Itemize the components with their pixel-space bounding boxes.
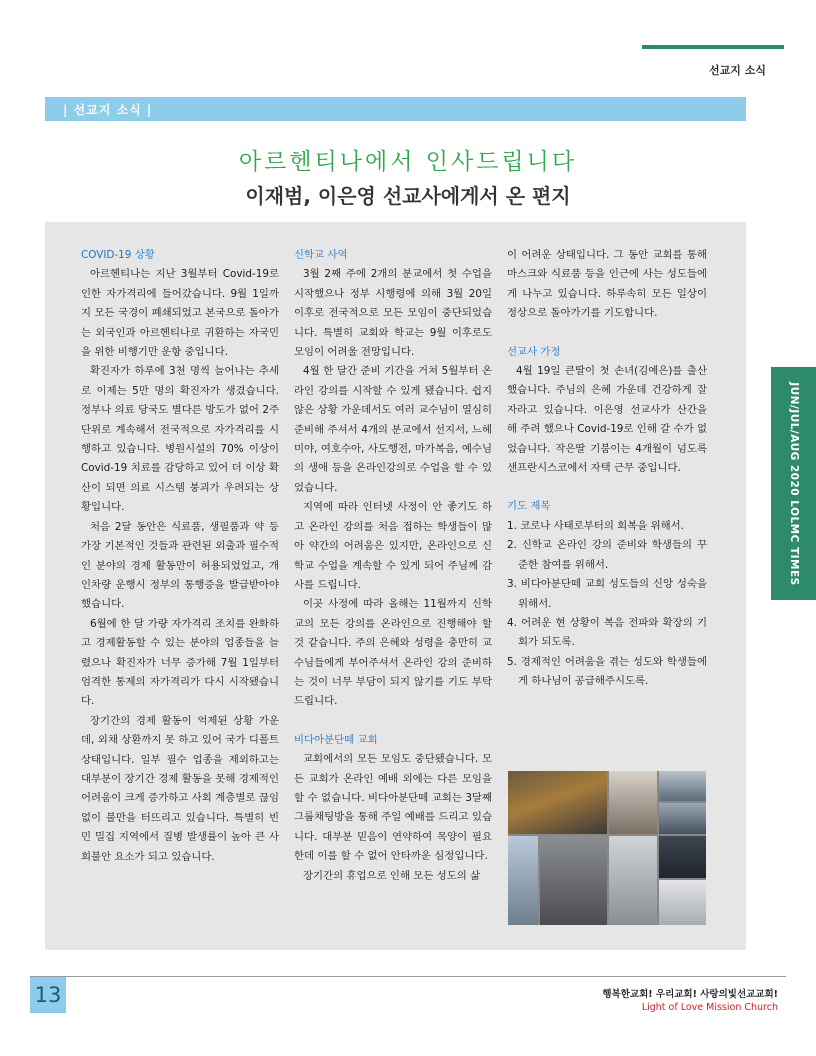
column-1 <box>81 246 279 867</box>
section-banner <box>45 97 746 121</box>
section-banner-label: | 선교지 소식 | <box>63 103 153 117</box>
heading-seminary: 신학교 사역 <box>294 249 348 261</box>
side-issue-tab <box>771 367 816 600</box>
paragraph: 4월 한 달간 준비 기간을 거쳐 5월부터 온라인 강의를 시작할 수 있게 됐습니다. 쉽지 않은 상황 가운데서도 여러 교수님이 열심히 준비해 주셔서 4개의 분교에서 선지서, 느헤미야, 여호수아, 사도행전, 마가복음, 예수님의 생애 등을 온라인강의로 수업을 할 수 있었습니다. <box>294 365 492 494</box>
paragraph: 처음 2달 동안은 식료품, 생필품과 약 등 가장 기본적인 것들과 관련된 외출과 필수적인 분야의 경제 활동만이 허용되었었고, 개인차량 운행시 정부의 통행증을 발급받아야 했습니다. <box>81 520 279 611</box>
side-issue-label: JUN/JUL/AUG 2020 LOLMC TIMES <box>787 381 800 586</box>
prayer-item: 4. 어려운 현 상황이 복음 전파와 확장의 기회가 되도록. <box>507 616 707 649</box>
heading-prayer: 기도 제목 <box>507 500 551 513</box>
photo-video-call <box>659 803 706 834</box>
paragraph: 3월 2째 주에 2개의 분교에서 첫 수업을 시작했으나 정부 시행령에 의해 3월 20일 이후로 전국적으로 모든 모임이 중단되었습니다. 특별히 교회와 학교는 9월 이후로도 모임이 어려울 전망입니다. <box>294 268 492 359</box>
article-body <box>45 222 746 950</box>
column-3 <box>507 246 707 692</box>
article-title-script: 아르헨티나에서 인사드립니다 <box>238 149 578 175</box>
footer-divider <box>30 976 786 977</box>
column-2 <box>294 246 492 886</box>
photo-city-obelisk <box>508 836 538 925</box>
photo-street-crowd <box>508 771 607 834</box>
header-accent-bar <box>642 45 784 49</box>
paragraph: 6월에 한 달 가량 자가격리 조치를 완화하고 경제활동할 수 있는 분야의 업종들을 늘렸으나 확진자가 너무 증가해 7월 1일부터 엄격한 통제의 자가격리가 다시 시작됐습니다. <box>81 617 279 708</box>
prayer-item: 2. 신학교 온라인 강의 준비와 학생들의 꾸준한 참여를 위해서. <box>507 539 707 571</box>
prayer-item: 5. 경제적인 어려움을 겪는 성도와 학생들에게 하나님이 공급해주시도록. <box>507 655 707 688</box>
footer-slogan: 행복한교회! 우리교회! 사랑의빛선교교회! <box>602 989 778 1000</box>
photo-online-class <box>659 880 706 925</box>
paragraph: 장기간의 휴업으로 인해 모든 성도의 삶 <box>303 869 481 882</box>
photo-collage <box>508 771 706 925</box>
photo-online-class <box>659 836 706 878</box>
paragraph: 4월 19일 큰딸이 첫 손녀(김예은)를 출산했습니다. 주님의 은혜 가운데 건강하게 잘 자라고 있습니다. 이은영 선교사가 산간을 해 주려 했으나 Covid-19로 인해 갈 수가 없었습니다. 작은딸 기붐이는 4개월이 넘도록 샌프란시스코에서 자택 근무 중입니다. <box>507 365 707 475</box>
heading-covid: COVID-19 상황 <box>81 249 155 261</box>
photo-video-call <box>659 771 706 801</box>
footer-church-name: Light of Love Mission Church <box>641 1002 778 1013</box>
article-title: 이재범, 이은영 선교사에게서 온 편지 <box>245 184 571 208</box>
prayer-item: 3. 비다아분단떼 교회 성도들의 신앙 성숙을 위해서. <box>507 578 707 610</box>
paragraph: 장기간의 경제 활동이 억제된 상황 가운데, 외채 상환까지 못 하고 있어 국가 디폴트 상태입니다. 일부 필수 업종을 제외하고는 대부분이 장기간 경제 활동을 못해 경제적인 어려움이 크게 증가하고 사회 계층별로 끊임없이 불만을 터뜨리고 있습니다. 특별히 빈민 밀집 지역에서 질병 발생률이 높아 큰 사회불안 요소가 되고 있습니다. <box>81 714 279 863</box>
paragraph: 아르헨티나는 지난 3월부터 Covid-19로 인한 자가격리에 들어갔습니다. 9월 1일까지 모든 국경이 폐쇄되었고 본국으로 돌아가는 외국인과 아르헨티나로 귀환하는 자국민을 위한 비행기만 운항 중입니다. <box>81 268 279 359</box>
photo-masked-group <box>540 836 607 925</box>
paragraph: 이 어려운 상태입니다. 그 동안 교회를 통해 마스크와 식료품 등을 인근에 사는 성도들에게 나누고 있습니다. 하루속히 모든 일상이 정상으로 돌아가기를 기도합니다. <box>507 249 707 320</box>
paragraph: 확진자가 하루에 3천 명씩 늘어나는 추세로 이제는 5만 명의 확진자가 생겼습니다. 정부나 의료 당국도 별다른 방도가 없어 2주 단위로 계속해서 전국적으로 자가격리를 시행하고 있습니다. 병원시설의 70% 이상이 Covid-19 치료를 감당하고 있어 더 이상 확산이 되면 의료 시스템 붕괴가 우려되는 상황입니다. <box>81 365 279 514</box>
section-header: 선교지 소식 <box>709 64 766 77</box>
prayer-list <box>507 517 707 692</box>
heading-church: 비다아분단떼 교회 <box>294 733 378 746</box>
paragraph: 교회에서의 모든 모임도 중단됐습니다. 모든 교회가 온라인 예배 외에는 다른 모임을 할 수 없습니다. 비다아분단떼 교회는 3달째 그룹채팅방을 통해 주일 예배를 드리고 있습니다. 대부분 믿음이 연약하여 목양이 필요한데 이를 할 수 없어 안타까운 심정입니다. <box>294 753 492 863</box>
paragraph: 지역에 따라 인터넷 사정이 안 좋기도 하고 온라인 강의를 처음 접하는 학생들이 많아 약간의 어려움은 있지만, 온라인으로 신학교 수업을 계속할 수 있게 되어 주님께 감사를 드립니다. <box>294 501 492 591</box>
photo-video-call <box>609 771 657 834</box>
prayer-item: 1. 코로나 사태로부터의 회복을 위해서. <box>507 519 684 532</box>
page-number: 13 <box>30 977 66 1013</box>
photo-student <box>609 836 657 925</box>
heading-family: 선교사 가정 <box>507 345 561 358</box>
paragraph: 이곳 사정에 따라 올해는 11월까지 신학교의 모든 강의를 온라인으로 진행해야 할 것 같습니다. 주의 은혜와 성령을 충만히 교수님들에게 부어주셔서 온라인 강의 준비하는 것이 너무 부담이 되지 않기를 기도 부탁드립니다. <box>294 598 492 708</box>
